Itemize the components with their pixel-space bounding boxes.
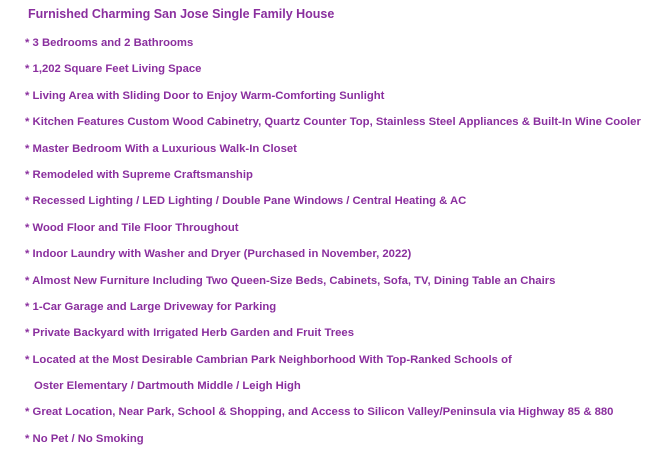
feature-item-neighborhood <box>25 352 641 405</box>
feature-text: * Private Backyard with Irrigated Herb Garden and Fruit Trees <box>25 327 354 340</box>
feature-item-flooring <box>25 220 641 246</box>
feature-item-laundry <box>25 246 641 272</box>
feature-text: * Kitchen Features Custom Wood Cabinetry, Quartz Counter Top, Stainless Steel Appliances & Built-In Wine Cooler <box>25 116 641 129</box>
feature-text: * Recessed Lighting / LED Lighting / Double Pane Windows / Central Heating & AC <box>25 195 467 208</box>
feature-item-furniture <box>25 273 641 299</box>
feature-item-square-feet <box>25 61 641 87</box>
listing-title: Furnished Charming San Jose Single Family House <box>28 7 335 21</box>
feature-text: * Located at the Most Desirable Cambrian Park Neighborhood With Top-Ranked Schools of <box>25 353 512 366</box>
feature-text: * 1,202 Square Feet Living Space <box>25 63 202 76</box>
feature-item-kitchen <box>25 114 641 140</box>
feature-text: * 1-Car Garage and Large Driveway for Parking <box>25 300 277 313</box>
feature-text: * Indoor Laundry with Washer and Dryer (Purchased in November, 2022) <box>25 248 412 261</box>
feature-text: * Living Area with Sliding Door to Enjoy Warm-Comforting Sunlight <box>25 89 385 102</box>
feature-item-lighting <box>25 193 641 219</box>
feature-item-location <box>25 404 641 430</box>
feature-item-living-area <box>25 88 641 114</box>
feature-item-bedrooms <box>25 35 641 61</box>
feature-list <box>25 35 641 457</box>
feature-item-backyard <box>25 325 641 351</box>
schools-line: Oster Elementary / Dartmouth Middle / Leigh High <box>34 380 301 393</box>
feature-text: * Remodeled with Supreme Craftsmanship <box>25 168 253 181</box>
feature-text: * Great Location, Near Park, School & Shopping, and Access to Silicon Valley/Peninsula via Highway 85 & 880 <box>25 406 614 419</box>
feature-text: * Wood Floor and Tile Floor Throughout <box>25 221 239 234</box>
feature-item-garage <box>25 299 641 325</box>
feature-text: * Master Bedroom With a Luxurious Walk-In Closet <box>25 142 297 155</box>
feature-item-no-pet <box>25 431 641 457</box>
feature-item-remodeled <box>25 167 641 193</box>
feature-item-master-bedroom <box>25 141 641 167</box>
feature-text: * No Pet / No Smoking <box>25 432 144 445</box>
feature-text: * Almost New Furniture Including Two Queen-Size Beds, Cabinets, Sofa, TV, Dining Table an Chairs <box>25 274 556 287</box>
feature-text: * 3 Bedrooms and 2 Bathrooms <box>25 37 194 49</box>
